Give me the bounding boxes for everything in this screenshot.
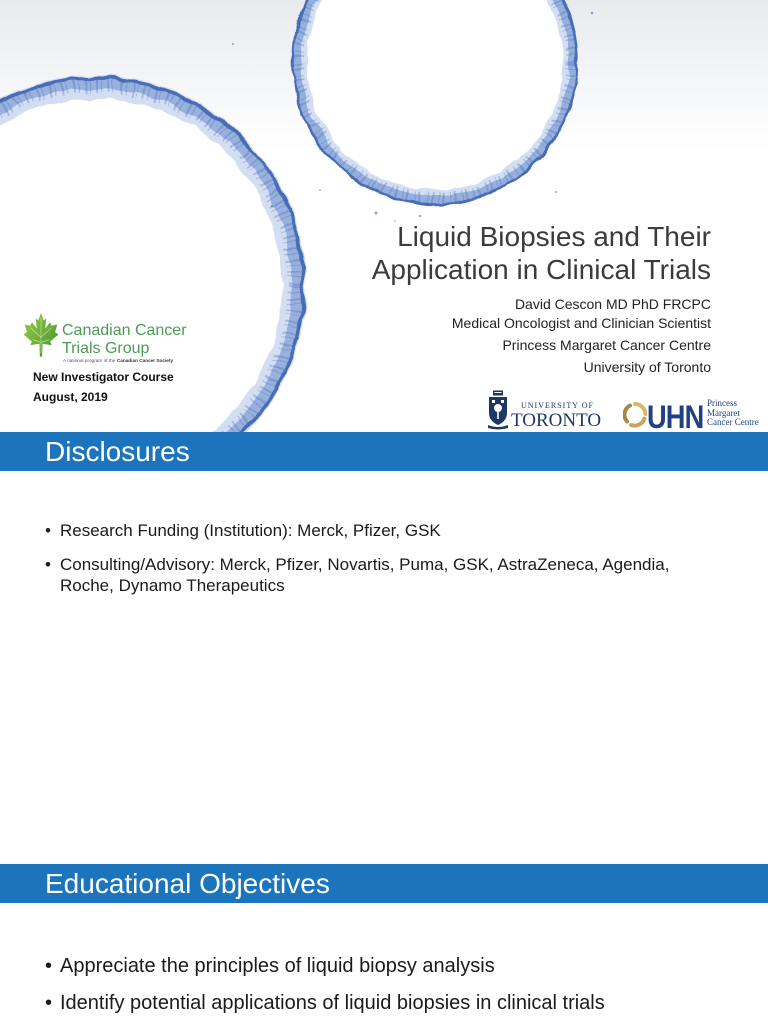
bullet-text: Appreciate the principles of liquid biopsy analysis <box>60 955 495 977</box>
cctg-logo-line-1: Canadian Cancer <box>62 322 187 339</box>
bullet-icon <box>45 954 60 978</box>
presenter-institution: Princess Margaret Cancer Centre <box>502 337 711 353</box>
slide-title <box>372 220 711 286</box>
objectives-slide <box>0 864 768 1024</box>
uhn-logo-line-3: Cancer Centre <box>707 417 759 427</box>
uhn-wordmark: UHN <box>647 399 704 432</box>
bullet-text: Consulting/Advisory: Merck, Pfizer, Novartis, Puma, GSK, AstraZeneca, Agendia, Roche, Dynamo Therapeutics <box>60 555 670 595</box>
maple-leaf-icon <box>22 312 60 358</box>
title-line-2: Application in Clinical Trials <box>371 254 711 285</box>
bullet-list <box>45 520 705 609</box>
bullet-item <box>45 554 705 596</box>
cctg-logo-line-2: Trials Group <box>62 340 150 357</box>
bullet-item <box>45 991 605 1015</box>
bullet-icon <box>45 520 60 541</box>
slide-heading: Educational Objectives <box>45 868 330 899</box>
uhn-logo-subtitle <box>707 399 759 428</box>
cctg-tagline <box>63 358 173 363</box>
cctg-tagline-prefix: A national program of the <box>63 358 116 364</box>
university-crest-icon <box>487 389 509 431</box>
bullet-icon <box>45 991 60 1015</box>
uhn-logo-line-2: Margaret <box>707 407 740 418</box>
event-date: August, 2019 <box>33 390 108 404</box>
bullet-icon <box>45 554 60 596</box>
bullet-text: Research Funding (Institution): Merck, Pfizer, GSK <box>60 521 441 540</box>
title-line-1: Liquid Biopsies and Their <box>397 221 711 252</box>
presenter-role: Medical Oncologist and Clinician Scientist <box>451 315 711 331</box>
bullet-item <box>45 954 605 978</box>
event-course: New Investigator Course <box>33 370 174 384</box>
uhn-swirl-icon <box>623 401 647 428</box>
disclosures-slide <box>0 432 768 864</box>
uhn-logo-line-1: Princess <box>707 398 737 408</box>
bullet-text: Identify potential applications of liquid biopsies in clinical trials <box>60 992 605 1014</box>
presenter-name: David Cescon MD PhD FRCPC <box>514 296 711 312</box>
title-slide <box>0 0 768 432</box>
uoft-logo-line-2: TORONTO <box>511 410 602 431</box>
presenter-university: University of Toronto <box>583 359 711 375</box>
uoft-logo-line-1: UNIVERSITY OF <box>521 401 594 410</box>
bullet-item <box>45 520 705 541</box>
cctg-tagline-org: Canadian Cancer Society <box>116 358 174 364</box>
bullet-list <box>45 954 605 1024</box>
slide-heading: Disclosures <box>45 436 190 467</box>
